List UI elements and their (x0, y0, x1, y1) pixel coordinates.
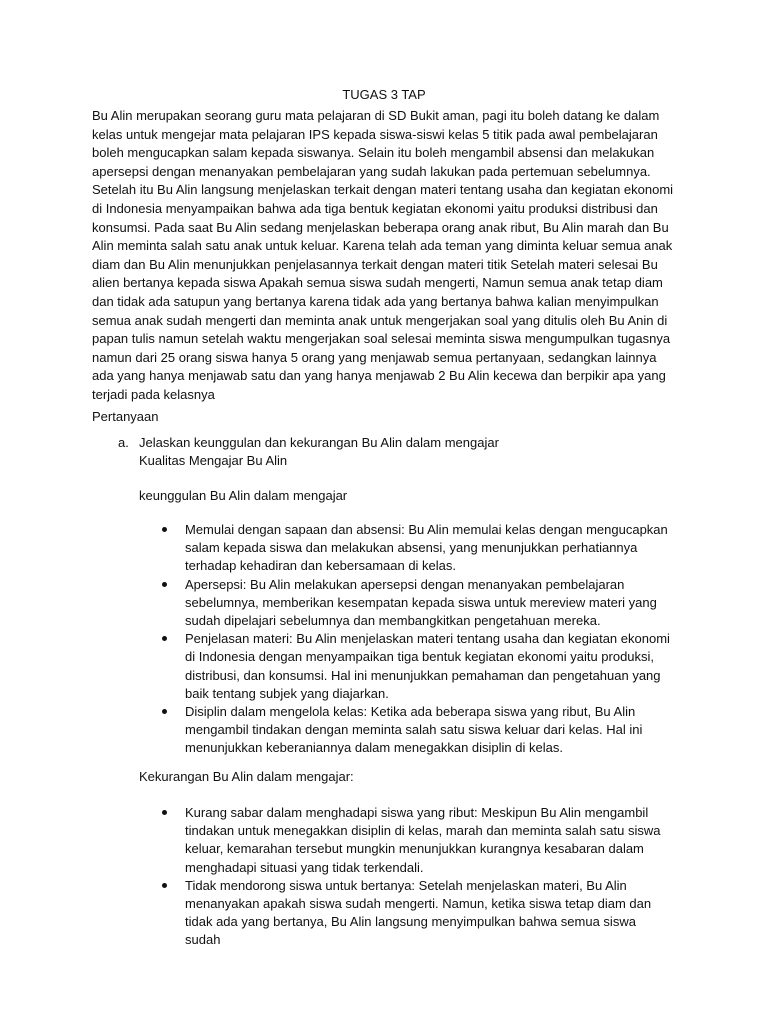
list-item (162, 576, 672, 631)
list-item-text: Penjelasan materi: Bu Alin menjelaskan materi tentang usaha dan kegiatan ekonomi di Indonesia dengan menyampaikan tiga bentuk kegiatan ekonomi yaitu produksi, distribusi, dan konsumsi. Hal ini menunjukkan pemahaman dan pengetahuan yang baik tentang subjek yang diajarkan. (185, 631, 670, 701)
weaknesses-list (162, 804, 672, 950)
case-paragraph: Bu Alin merupakan seorang guru mata pelajaran di SD Bukit aman, pagi itu boleh datang ke dalam kelas untuk mengejar mata pelajaran IPS kepada siswa-siswi kelas 5 titik pada awal pembelajaran boleh mengucapkan salam kepada siswanya. Selain itu boleh mengambil absensi dan melakukan apersepsi dengan menanyakan pembelajaran yang sudah lakukan pada pertemuan sebelumnya. Setelah itu Bu Alin langsung menjelaskan terkait dengan materi tentang usaha dan kegiatan ekonomi di Indonesia menyampaikan bahwa ada tiga bentuk kegiatan ekonomi yaitu produksi distribusi dan konsumsi. Pada saat Bu Alin sedang menjelaskan beberapa orang anak ribut, Bu Alin marah dan Bu Alin meminta salah satu anak untuk keluar. Karena telah ada teman yang diminta keluar semua anak diam dan Bu Alin menunjukkan penjelasannya terkait dengan materi titik Setelah materi selesai Bu alien bertanya kepada siswa Apakah semua siswa sudah mengerti, Namun semua anak tetap diam dan tidak ada satupun yang bertanya karena tidak ada yang bertanya bahwa kalian menyimpulkan semua anak sudah mengerti dan meminta anak untuk mengerjakan soal yang ditulis oleh Bu Anin di papan tulis namun setelah waktu mengerjakan soal selesai meminta siswa mengumpulkan tugasnya namun dari 25 orang siswa hanya 5 orang yang menjawab semua pertanyaan, sedangkan lainnya ada yang hanya menjawab satu dan yang hanya menjawab 2 Bu Alin kecewa dan berpikir apa yang terjadi pada kelasnya (92, 108, 674, 402)
questions-heading: Pertanyaan (92, 409, 159, 424)
bullet-icon (162, 582, 167, 587)
strengths-list (162, 521, 672, 758)
bullet-icon (162, 810, 167, 815)
list-item-text: Kurang sabar dalam menghadapi siswa yang ribut: Meskipun Bu Alin mengambil tindakan untuk menegakkan disiplin di kelas, marah dan meminta salah satu siswa keluar, kemarahan tersebut mungkin menunjukkan kurangnya kesabaran dalam menghadapi situasi yang tidak terkendali. (185, 805, 661, 875)
bullet-icon (162, 636, 167, 641)
weaknesses-heading: Kekurangan Bu Alin dalam mengajar: (139, 769, 354, 784)
question-a (139, 434, 699, 470)
question-subtitle: Kualitas Mengajar Bu Alin (139, 453, 288, 468)
bullet-icon (162, 709, 167, 714)
list-item (162, 877, 672, 950)
list-item (162, 703, 672, 758)
question-letter: a. (118, 435, 129, 450)
list-item (162, 521, 672, 576)
list-item (162, 804, 672, 877)
list-item-text: Memulai dengan sapaan dan absensi: Bu Alin memulai kelas dengan mengucapkan salam kepada siswa dan melakukan absensi, yang menunjukkan perhatiannya terhadap kehadiran dan kebersamaan di kelas. (185, 522, 668, 574)
list-item (162, 630, 672, 703)
strengths-heading: keunggulan Bu Alin dalam mengajar (139, 488, 348, 503)
document-title: TUGAS 3 TAP (342, 87, 426, 102)
question-text: Jelaskan keunggulan dan kekurangan Bu Alin dalam mengajar (139, 435, 499, 450)
list-item-text: Tidak mendorong siswa untuk bertanya: Setelah menjelaskan materi, Bu Alin menanyakan apakah siswa sudah mengerti. Namun, ketika siswa tetap diam dan tidak ada yang bertanya, Bu Alin langsung menyimpulkan bahwa semua siswa sudah (185, 877, 652, 948)
list-item-text: Apersepsi: Bu Alin melakukan apersepsi dengan menanyakan pembelajaran sebelumnya, memberikan kesempatan kepada siswa untuk mereview materi yang sudah dipelajari sebelumnya dan membangkitkan pengetahuan mereka. (185, 576, 657, 629)
list-item-text: Disiplin dalam mengelola kelas: Ketika ada beberapa siswa yang ribut, Bu Alin mengambil tindakan dengan meminta salah satu siswa keluar dari kelas. Hal ini menunjukkan keberaniannya dalam menegakkan disiplin di kelas. (185, 704, 643, 756)
bullet-icon (162, 527, 167, 532)
bullet-icon (162, 883, 167, 888)
